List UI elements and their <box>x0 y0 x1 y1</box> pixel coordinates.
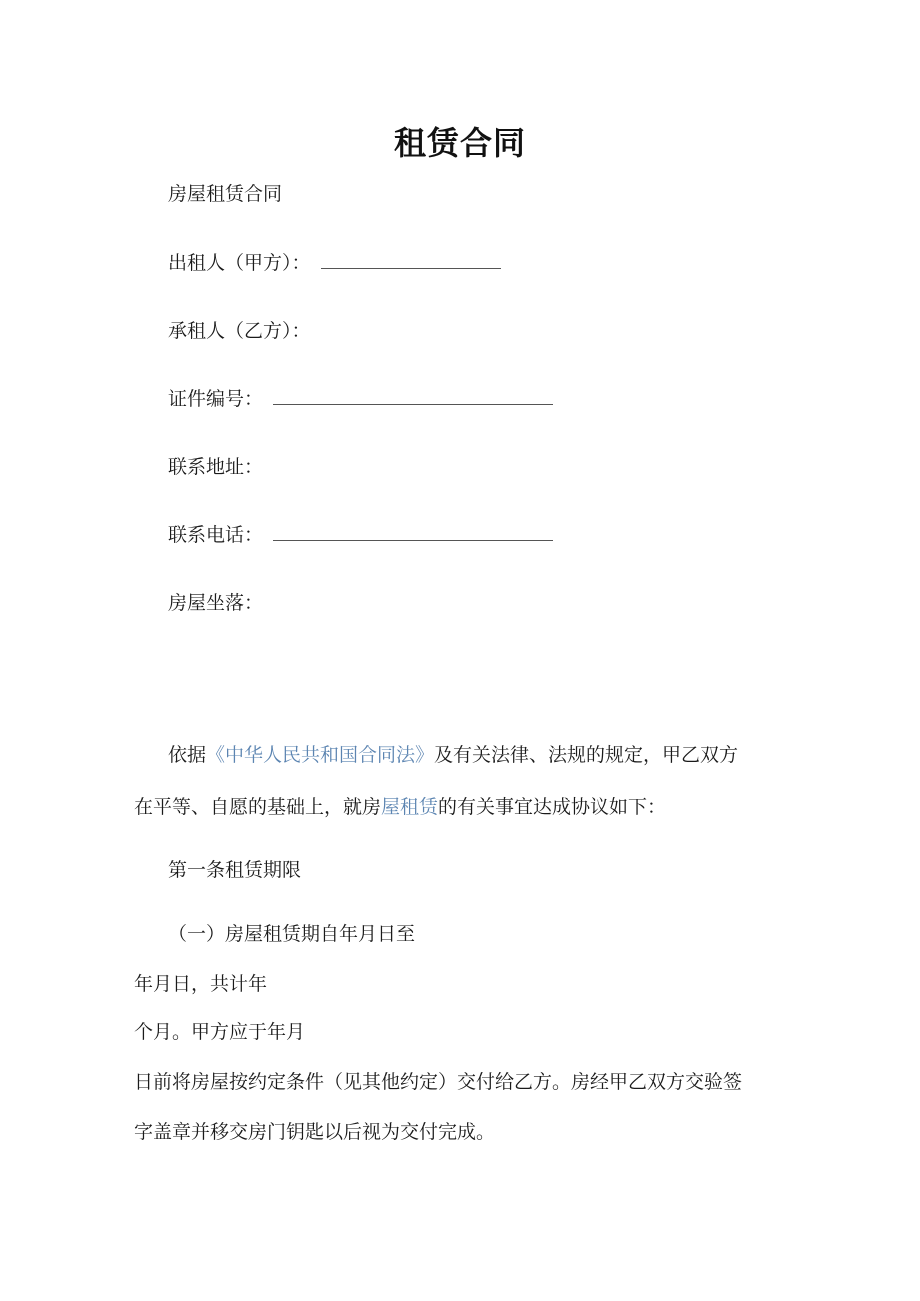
intro-line-2 <box>134 794 666 820</box>
address-field <box>168 454 263 480</box>
document-title: 租赁合同 <box>393 124 526 162</box>
lessor-blank <box>321 250 501 269</box>
rent-link[interactable]: 屋租赁 <box>381 796 439 818</box>
phone-label: 联系电话： <box>168 524 264 546</box>
lessee-label: 承租人（乙方）： <box>168 320 311 342</box>
id-number-label: 证件编号： <box>168 388 264 410</box>
intro-text: 在平等、自愿的基础上，就房 <box>134 796 382 818</box>
location-field <box>168 590 263 616</box>
article-line-5: 字盖章并移交房门钥匙以后视为交付完成。 <box>134 1121 496 1143</box>
article-heading: 第一条租赁期限 <box>168 859 302 881</box>
article-line-3: 个月。甲方应于年月 <box>134 1021 306 1043</box>
intro-text: 依据 <box>168 744 207 766</box>
location-label: 房屋坐落： <box>168 592 264 614</box>
article-line-4: 日前将房屋按约定条件（见其他约定）交付给乙方。房经甲乙双方交验签 <box>134 1071 743 1093</box>
phone-blank <box>273 522 553 541</box>
lessor-label: 出租人（甲方）： <box>168 252 311 274</box>
law-link[interactable]: 《中华人民共和国合同法》 <box>206 744 435 766</box>
phone-field <box>168 522 553 548</box>
lessor-field <box>168 250 501 276</box>
id-number-field <box>168 386 553 412</box>
intro-line-1 <box>168 742 738 768</box>
intro-text: 及有关法律、法规的规定，甲乙双方 <box>434 744 739 766</box>
address-label: 联系地址： <box>168 456 264 478</box>
article-line-1: （一）房屋租赁期自年月日至 <box>168 923 416 945</box>
lessee-field <box>168 318 311 344</box>
id-number-blank <box>273 386 553 405</box>
article-line-2: 年月日，共计年 <box>134 973 268 995</box>
intro-text: 的有关事宜达成协议如下： <box>438 796 667 818</box>
document-subtitle: 房屋租赁合同 <box>168 183 283 205</box>
